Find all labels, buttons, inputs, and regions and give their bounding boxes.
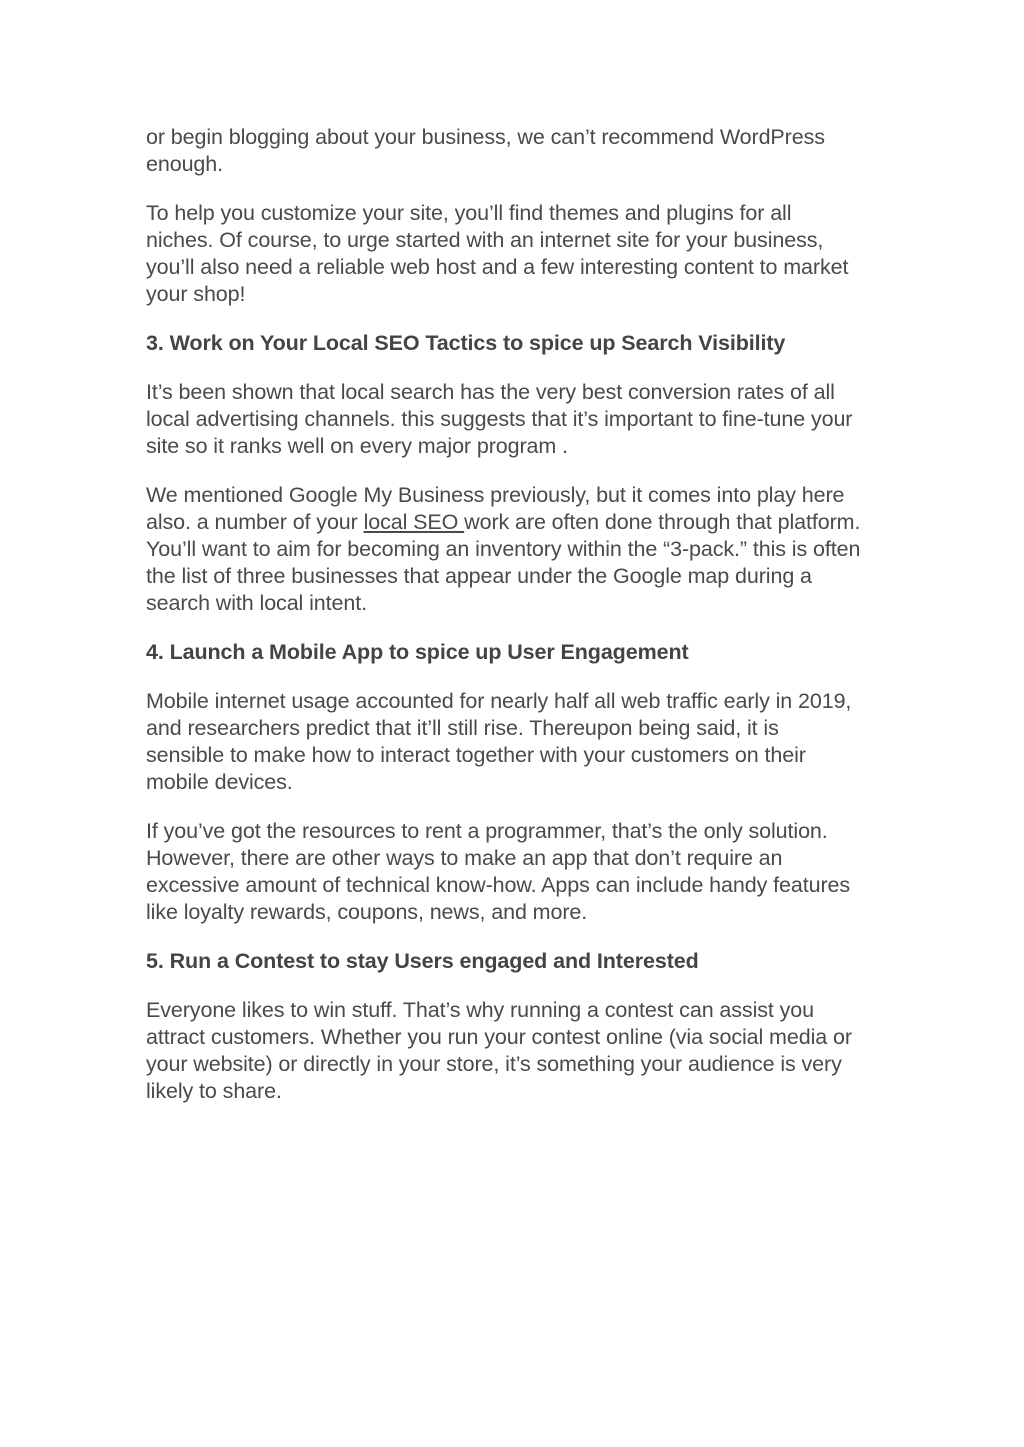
document-page: [146, 124, 936, 1127]
paragraph-programmer: If you’ve got the resources to rent a programmer, that’s the only solution. However, there are other ways to make an app that don’t require an excessive amount of technical know-how. Apps can include handy features like loyalty rewards, coupons, news, and more.: [146, 819, 851, 924]
local-seo-link[interactable]: local SEO: [363, 510, 465, 534]
heading-mobile-app: 4. Launch a Mobile App to spice up User Engagement: [146, 640, 689, 664]
paragraph-customize-site: To help you customize your site, you’ll find themes and plugins for all niches. Of course, to urge started with an internet site for your business, you’ll also need a reliable web host and a few interesting content to market your shop!: [146, 201, 849, 306]
paragraph-mobile-usage: Mobile internet usage accounted for nearly half all web traffic early in 2019, and researchers predict that it’ll still rise. Thereupon being said, it is sensible to make how to interact together with your customers on their mobile devices.: [146, 689, 852, 794]
paragraph-local-search: It’s been shown that local search has the very best conversion rates of all local advertising channels. this suggests that it’s important to fine-tune your site so it ranks well on every major program .: [146, 380, 853, 458]
paragraph-google-my-business: [146, 482, 936, 617]
paragraph-text-start: We mentioned Google My Business previously, but it comes into play here also. a number of your: [146, 483, 845, 534]
heading-local-seo: 3. Work on Your Local SEO Tactics to spice up Search Visibility: [146, 331, 786, 355]
paragraph-wordpress: or begin blogging about your business, we can’t recommend WordPress enough.: [146, 125, 825, 176]
heading-contest: 5. Run a Contest to stay Users engaged and Interested: [146, 949, 699, 973]
paragraph-text-end: work are often done through that platform. You’ll want to aim for becoming an inventory within the “3-pack.” this is often the list of three businesses that appear under the Google map during a search with local intent.: [146, 510, 861, 615]
paragraph-contest: Everyone likes to win stuff. That’s why running a contest can assist you attract customers. Whether you run your contest online (via social media or your website) or directly in your store, it’s something your audience is very likely to share.: [146, 998, 852, 1103]
